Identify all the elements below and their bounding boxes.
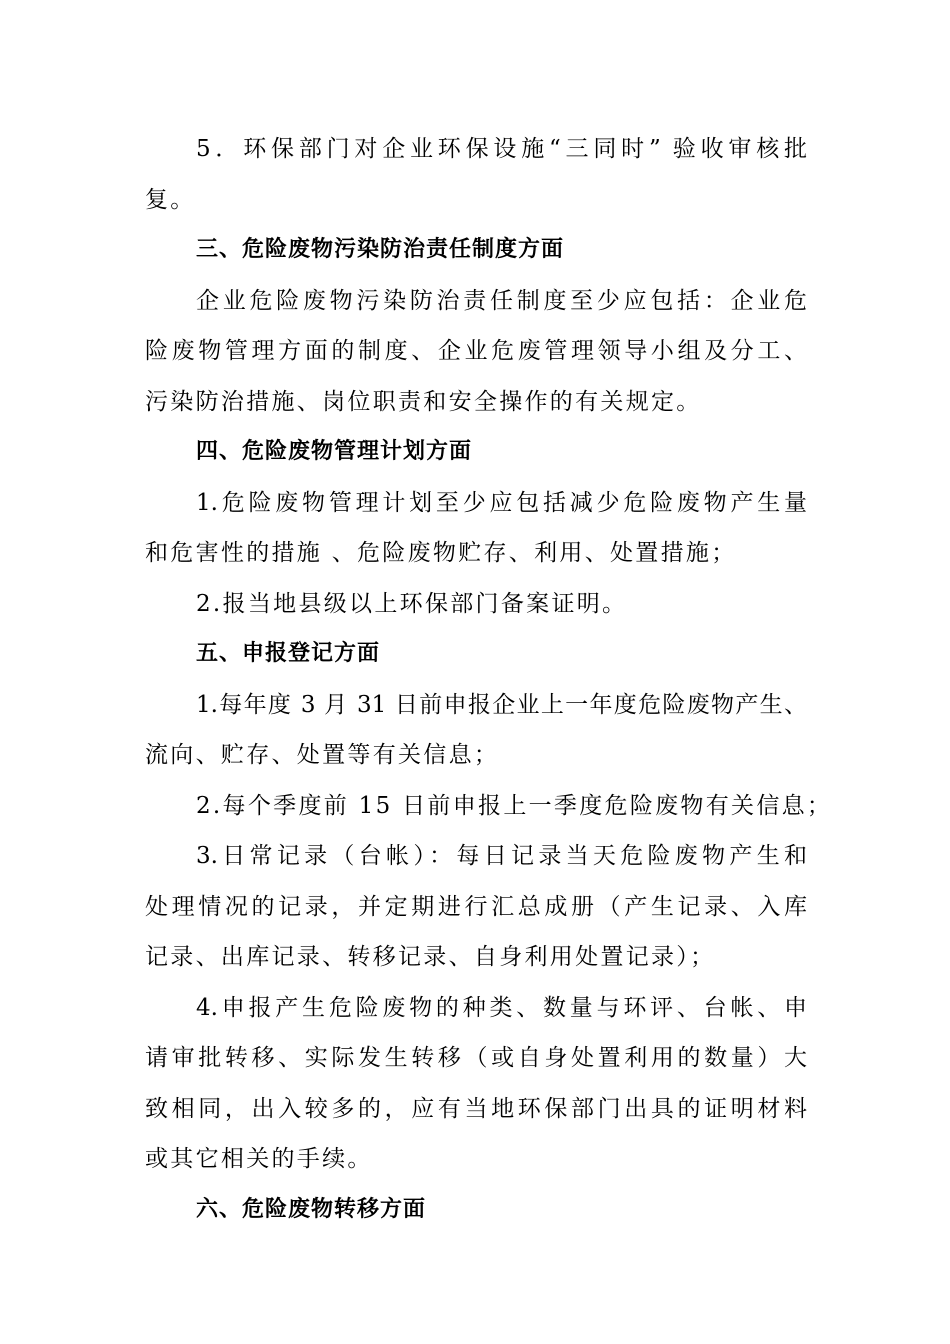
paragraph-line: 险废物管理方面的制度、企业危废管理领导小组及分工、: [145, 338, 807, 364]
paragraph-line: 和危害性的措施 、危险废物贮存、利用、处置措施；: [145, 540, 737, 566]
paragraph-line: 1.危险废物管理计划至少应包括减少危险废物产生量: [196, 489, 807, 516]
section-heading: 六、危险废物转移方面: [196, 1196, 427, 1222]
paragraph-line: 记录、出库记录、转移记录、自身利用处置记录）；: [145, 944, 716, 970]
paragraph-line: 或其它相关的手续。: [145, 1146, 373, 1172]
paragraph-line: 4.申报产生危险废物的种类、数量与环评、台帐、申: [196, 994, 807, 1021]
document-body: [145, 124, 833, 1235]
paragraph-line: 5．环保部门对企业环保设施“三同时” 验收审核批: [196, 136, 807, 162]
section-heading: 四、危险废物管理计划方面: [196, 439, 473, 464]
paragraph-line: 2.每个季度前 15 日前申报上一季度危险废物有关信息；: [196, 792, 833, 819]
paragraph-line: 致相同，出入较多的，应有当地环保部门出具的证明材料: [145, 1095, 807, 1122]
paragraph-line: 请审批转移、实际发生转移（或自身处置利用的数量）大: [145, 1045, 807, 1071]
paragraph-line: 处理情况的记录，并定期进行汇总成册（产生记录、入库: [145, 893, 807, 920]
paragraph-line: 流向、贮存、处置等有关信息；: [145, 742, 500, 768]
paragraph-line: 企业危险废物污染防治责任制度至少应包括：企业危: [196, 287, 807, 314]
paragraph-line: 3.日常记录（台帐）：每日记录当天危险废物产生和: [196, 843, 807, 869]
paragraph-line: 1.每年度 3 月 31 日前申报企业上一年度危险废物产生、: [196, 691, 807, 718]
paragraph-line: 复。: [145, 186, 196, 213]
section-heading: 五、申报登记方面: [196, 641, 381, 666]
paragraph-line: 2.报当地县级以上环保部门备案证明。: [196, 590, 628, 617]
paragraph-line: 污染防治措施、岗位职责和安全操作的有关规定。: [145, 388, 702, 415]
section-heading: 三、危险废物污染防治责任制度方面: [196, 237, 565, 262]
